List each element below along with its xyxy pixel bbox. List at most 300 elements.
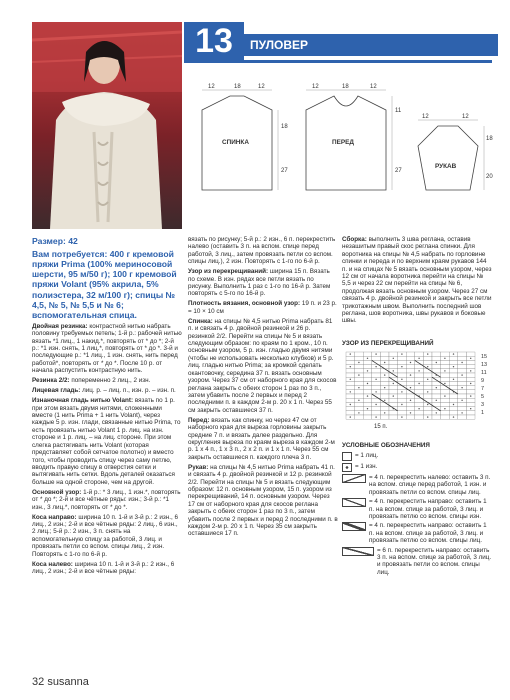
chart-cell: [466, 386, 475, 390]
chart-cell: [458, 390, 467, 394]
purl-dot: [470, 358, 471, 359]
chart-cell: [441, 377, 450, 381]
front-dim-top-3: 12: [370, 84, 377, 90]
cross-pattern-chart: [342, 350, 492, 422]
chart-cell: [432, 365, 441, 369]
chart-cell: [406, 365, 415, 369]
purl-dot: [444, 408, 445, 409]
chart-cell: [380, 377, 389, 381]
column-2: [188, 236, 338, 540]
assembly-text: выполнить 3 шва реглана, оставив незашитым правый скос реглана спинки. Для воротника на спицы № 4,5 набрать по горловине спинки и переда и по верхним краям рукавов 144 п. и на спицах № 5 вязать основным узором, через 12 см от начала воротника перейти на спицы № 5,5 и через 22 см перейти на спицы № 6, продолжая вязать основным узором. Через 27 см связать 4 р. двойной резинкой и закрыть все петли трикотажным швом. Выполнить последний шов реглана, шов воротника, швы рукавов и боковые швы.: [342, 236, 492, 325]
chart-cell: [372, 373, 381, 377]
cable-right-text: ширина 10 п. 1-й и 3-й р.: 2 изн., 6 лиц., 2 изн.; 2-й и все чётные ряды: 2 лиц., 6 изн., 2 лиц.; 5-й р.: 2 изн., 3 п. снять на вспомогательную спицу за работой, 3 лиц. и провязать петли со вспом. спицы лиц., 2 изн. Повторять с 1-го по 6-й р.: [32, 513, 179, 558]
legend-cross-right-knit: = 4 п. перекрестить направо: оставить 1 п. на вспом. спице за работой, 3 лиц. и провязать петлю со вспом. спицы лиц.: [369, 522, 487, 545]
sleeve-schematic: [418, 114, 493, 190]
purl-dot: [384, 400, 385, 401]
chart-cell: [346, 386, 355, 390]
chart-cell: [346, 411, 355, 415]
chart-cell: [432, 394, 441, 398]
purl-dot: [375, 404, 376, 405]
purl-dot: [453, 379, 454, 380]
chart-cell: [363, 386, 372, 390]
cable-left-text: ширина 10 п. 1-й и 3-й р.: 2 изн., 6 лиц., 2 изн.; 2-й и все чётные ряды:: [32, 560, 175, 575]
chart-cell: [355, 381, 364, 385]
purl-dot: [350, 416, 351, 417]
chart-cell: [466, 415, 475, 419]
chart-cell: [441, 360, 450, 364]
knit-symbol-icon: [342, 452, 352, 461]
row-number-3: 3: [481, 402, 485, 408]
chart-cell: [406, 352, 415, 356]
front-dim-top-1: 12: [312, 84, 319, 90]
purl-dot: [384, 362, 385, 363]
chart-cell: [389, 352, 398, 356]
purl-dot: [367, 358, 368, 359]
legend: [342, 452, 492, 578]
front-title: Перед:: [188, 416, 210, 424]
pattern-number: 13: [184, 22, 244, 60]
sleeve-label: РУКАВ: [435, 163, 457, 170]
header-rule: [184, 60, 492, 63]
chart-cell: [466, 398, 475, 402]
chart-cell: [441, 398, 450, 402]
legend-item: [342, 452, 492, 461]
row-number-11: 11: [481, 370, 487, 376]
stockinette-text: лиц. р. – лиц. п., изн. р. – изн. п.: [82, 387, 176, 395]
purl-dot: [410, 387, 411, 388]
chart-cell: [363, 390, 372, 394]
purl-dot: [444, 383, 445, 384]
materials-text: Вам потребуется: 400 г кремовой пряжи Prima (100% мериносовой шерсти, 95 м/50 г); 100 г кремовой пряжи Volant (95% акрила, 5% полиэстера, 32 м/100 г); спицы № 4,5, № 5, № 5,5 и № 6; вспомогательная спица.: [32, 248, 177, 321]
sleeve-text: на спицы № 4,5 нитью Prima набрать 41 п. и связать 4 р. двойной резинкой и 12 р. резинкой 2/2. Перейти на спицы № 5 и вязать следующим образом: 12 п. основным узором, 15 п. узором из перекрещиваний, 14 п. основным узором. Через 17 см от наборного края для скосов реглана закрыть с обеих сторон 1 раз по 3 п., затем убавить после 2 первых и перед 2 последними п. в каждом 2-м р. 20 х 1 п. Через 35 см закрыть оставшиеся 17 п.: [188, 463, 338, 538]
purl-dot: [350, 379, 351, 380]
column-1: [32, 236, 182, 578]
purl-dot: [367, 395, 368, 396]
assembly-title: Сборка:: [342, 236, 367, 243]
chart-cell: [449, 398, 458, 402]
chart-cell: [415, 377, 424, 381]
stockinette-title: Лицевая гладь:: [32, 387, 81, 395]
chart-cell: [363, 373, 372, 377]
chart-cell: [380, 415, 389, 419]
chart-title: УЗОР ИЗ ПЕРЕКРЕЩИВАНИЙ: [342, 340, 434, 347]
purl-dot: [461, 387, 462, 388]
chart-cell: [423, 386, 432, 390]
chart-cell: [372, 386, 381, 390]
chart-cell: [372, 381, 381, 385]
chart-cell: [406, 356, 415, 360]
cable-6-symbol-icon: [342, 547, 374, 556]
rib-22-title: Резинка 2/2:: [32, 377, 70, 385]
sleeve-dim-top-2: 12: [462, 114, 469, 120]
chart-cell: [389, 411, 398, 415]
purl-dot: [350, 353, 351, 354]
purl-dot: [461, 400, 462, 401]
legend-cross-right-purl: = 4 п. перекрестить направо: оставить 1 п. на вспом. спице за работой, 3 лиц. и провязать петлю со вспом. спицы изн.: [369, 498, 487, 521]
chart-cell: [380, 381, 389, 385]
sleeve-dim-side-2: 20: [486, 174, 493, 180]
purl-dot: [436, 362, 437, 363]
chart-cell: [458, 377, 467, 381]
chart-cell: [415, 373, 424, 377]
purl-dot: [427, 391, 428, 392]
chart-cell: [441, 411, 450, 415]
main-pattern-text: 1-й р.: * 3 лиц., 1 изн.*, повторять от * до *; 2-й и все чётные ряды: изн.; 3-й р.: *1 изн., 3 лиц.*, повторять от * до *.: [32, 488, 181, 511]
chart-cell: [466, 352, 475, 356]
purl-dot: [427, 353, 428, 354]
purl-symbol-icon: [342, 463, 352, 472]
cross-pattern-title: Узор из перекрещиваний:: [188, 268, 269, 276]
purl-dot: [453, 416, 454, 417]
chart-cell: [363, 352, 372, 356]
front-dim-side-2: 27: [395, 168, 402, 174]
front-text: вязать как спинку, но через 47 см от наборного края для выреза горловины закрыть средние 7 п. и вязать далее раздельно. Для округления выреза по краям выреза в каждом 2-м р. 1 х 4 п., 1 х 3 п., 2 х 2 п. и 1 х 1 п. Через 55 см закрыть оставшиеся п. каждого плеча 3 п.: [188, 416, 335, 461]
brand-name: susanna: [47, 676, 89, 688]
chart-cell: [363, 415, 372, 419]
chart-cell: [441, 415, 450, 419]
page-footer: [32, 676, 89, 688]
chart-cell: [466, 377, 475, 381]
purl-dot: [418, 383, 419, 384]
legend-item: [342, 463, 492, 472]
chart-cell: [398, 411, 407, 415]
chart-cell: [432, 356, 441, 360]
purl-dot: [358, 400, 359, 401]
chart-cell: [380, 407, 389, 411]
chart-cell: [449, 407, 458, 411]
legend-knit: = 1 лиц.: [355, 452, 379, 459]
purl-dot: [384, 412, 385, 413]
pattern-title: ПУЛОВЕР: [244, 34, 498, 56]
gauge-text: 19 п. и 23 р. = 10 × 10 см: [188, 300, 337, 315]
chart-cell: [423, 356, 432, 360]
back-schematic: [202, 84, 288, 190]
chart-cell: [415, 352, 424, 356]
chart-cell: [449, 373, 458, 377]
purl-dot: [418, 408, 419, 409]
purl-dot: [350, 391, 351, 392]
chart-cell: [380, 390, 389, 394]
purl-dot: [401, 404, 402, 405]
chart-cell: [441, 373, 450, 377]
chart-cell: [346, 360, 355, 364]
purl-dot: [401, 366, 402, 367]
row-number-1: 1: [481, 410, 485, 416]
chart-cell: [415, 386, 424, 390]
chart-cell: [449, 394, 458, 398]
cross-right-knit-symbol-icon: [342, 522, 366, 531]
chart-cell: [355, 352, 364, 356]
chart-cell: [363, 377, 372, 381]
chart-cell: [398, 394, 407, 398]
model-photo: [32, 22, 182, 229]
size-heading: Размер: 42: [32, 236, 78, 246]
purl-dot: [358, 387, 359, 388]
front-schematic: [306, 84, 402, 190]
chart-cell: [380, 356, 389, 360]
chart-cell: [380, 394, 389, 398]
chart-cell: [398, 369, 407, 373]
purl-dot: [427, 416, 428, 417]
row-number-7: 7: [481, 386, 485, 392]
purl-dot: [444, 358, 445, 359]
purl-dot: [350, 366, 351, 367]
row-number-15: 15: [481, 354, 488, 360]
chart-cell: [415, 402, 424, 406]
chart-cell: [363, 411, 372, 415]
chart-cell: [372, 411, 381, 415]
chart-cell: [458, 381, 467, 385]
chart-cell: [355, 394, 364, 398]
chart-cell: [415, 390, 424, 394]
purl-dot: [358, 374, 359, 375]
front-label: ПЕРЕД: [332, 139, 354, 146]
purl-dot: [453, 353, 454, 354]
chart-cell: [423, 381, 432, 385]
purl-dot: [358, 412, 359, 413]
chart-cell: [355, 402, 364, 406]
page-number: 32: [32, 676, 45, 688]
row-number-13: 13: [481, 362, 488, 368]
purl-dot: [444, 395, 445, 396]
purl-dot: [410, 362, 411, 363]
purl-dot: [350, 404, 351, 405]
chart-cell: [466, 360, 475, 364]
column-3: [342, 236, 492, 327]
chart-cell: [355, 390, 364, 394]
legend-cross-left: = 4 п. перекрестить налево: оставить 3 п. на вспом. спице перед работой, 1 изн. и провязать петли со вспом. спицы лиц.: [369, 474, 491, 496]
chart-cell: [398, 360, 407, 364]
back-label: СПИНКА: [222, 139, 249, 146]
purl-dot: [461, 412, 462, 413]
purl-dot: [436, 387, 437, 388]
chart-cell: [406, 407, 415, 411]
chart-cell: [372, 356, 381, 360]
purl-dot: [375, 366, 376, 367]
chart-cell: [458, 365, 467, 369]
chart-cell: [363, 360, 372, 364]
chart-cell: [406, 381, 415, 385]
purl-dot: [418, 370, 419, 371]
chart-cell: [432, 415, 441, 419]
chart-cell: [406, 402, 415, 406]
chart-cell: [466, 402, 475, 406]
chart-cell: [449, 411, 458, 415]
purl-dot: [375, 353, 376, 354]
purl-dot: [470, 395, 471, 396]
purl-dot: [375, 416, 376, 417]
purl-dot: [410, 412, 411, 413]
chart-cell: [389, 398, 398, 402]
garment-schematics: [186, 82, 492, 222]
main-pattern-title: Основной узор:: [32, 488, 82, 496]
chart-cell: [355, 356, 364, 360]
purl-dot: [393, 383, 394, 384]
cross-left-symbol-icon: [342, 474, 366, 483]
chart-cell: [449, 356, 458, 360]
chart-cell: [458, 356, 467, 360]
chart-cell: [389, 365, 398, 369]
chart-cell: [441, 390, 450, 394]
chart-cell: [458, 402, 467, 406]
chart-cell: [346, 398, 355, 402]
purl-dot: [384, 387, 385, 388]
chart-cell: [363, 398, 372, 402]
chart-cell: [466, 411, 475, 415]
chart-cell: [432, 352, 441, 356]
chart-cell: [398, 373, 407, 377]
purl-dot: [393, 395, 394, 396]
legend-purl: = 1 изн.: [355, 463, 378, 470]
legend-item: [342, 498, 492, 520]
purl-dot: [470, 408, 471, 409]
back-dim-top-3: 12: [258, 84, 265, 90]
chart-cell: [466, 373, 475, 377]
legend-item: [342, 474, 492, 496]
chart-cell: [458, 369, 467, 373]
chart-cell: [449, 381, 458, 385]
chart-cell: [406, 377, 415, 381]
chart-cell: [406, 415, 415, 419]
purl-dot: [470, 370, 471, 371]
chart-cell: [389, 360, 398, 364]
purl-dot: [444, 370, 445, 371]
chart-cell: [466, 390, 475, 394]
chart-cell: [441, 402, 450, 406]
back-dim-side-2: 27: [281, 168, 288, 174]
front-dim-top-2: 18: [342, 84, 349, 90]
back-title: Спинка:: [188, 317, 213, 325]
chart-cell: [363, 365, 372, 369]
purl-dot: [358, 362, 359, 363]
purl-dot: [427, 366, 428, 367]
chart-cell: [423, 360, 432, 364]
chart-cell: [415, 411, 424, 415]
back-dim-side-1: 18: [281, 124, 288, 130]
purl-dot: [367, 370, 368, 371]
purl-dot: [401, 391, 402, 392]
chart-cell: [346, 407, 355, 411]
cross-right-purl-symbol-icon: [342, 498, 366, 507]
purl-dot: [453, 404, 454, 405]
chart-cell: [449, 360, 458, 364]
gauge-title: Плотность вязания, основной узор:: [188, 300, 301, 308]
chart-cell: [406, 394, 415, 398]
chart-cell: [380, 352, 389, 356]
purl-dot: [401, 416, 402, 417]
chart-cell: [346, 356, 355, 360]
sleeve-title: Рукав:: [188, 463, 209, 471]
back-text: на спицы № 4,5 нитью Prima набрать 81 п. и связать 4 р. двойной резинкой и 26 р. резинкой 2/2. Перейти на спицы № 5 и вязать следующим образом: по краям по 1 кром., 10 п. основным узором, 5 р. изн. гладью двумя нитями (чтобы не использовать несколько клубков) и 5 р. лиц. гладью нитью Prima; за кромкой сделать окантовочку, середина 37 п. вязать основным узором. Через 37 см от наборного края для скосов реглана закрыть с обеих сторон 1 раз по 3 п., затем убавить после 2 первых и перед 2 последними п. в каждом 2-м р. 20 х 1 п. Через 55 см закрыть оставшиеся 37 п.: [188, 317, 337, 414]
chart-cell: [432, 390, 441, 394]
purl-dot: [401, 379, 402, 380]
back-dim-top-2: 18: [234, 84, 241, 90]
chart-cell: [372, 407, 381, 411]
chart-cell: [458, 407, 467, 411]
chart-cell: [423, 407, 432, 411]
cable-left-continued: вязать по рисунку; 5-й р.: 2 изн., 6 п. перекрестить налево (оставить 3 п. на вспом. спице перед работой, 3 лиц., затем провязать петли со вспом. спицы лиц.), 2 изн. Повторять с 1-го по 6-й р.: [188, 236, 336, 266]
purl-dot: [375, 379, 376, 380]
chart-cell: [355, 365, 364, 369]
rib-22-text: попеременно 2 лиц., 2 изн.: [71, 377, 151, 385]
sleeve-dim-side-1: 18: [486, 136, 493, 142]
purl-dot: [470, 383, 471, 384]
back-dim-top-1: 12: [208, 84, 215, 90]
purl-dot: [418, 358, 419, 359]
purl-dot: [384, 374, 385, 375]
double-rib-text: контрастной нитью набрать половину требуемых петель; 1-й р.: рабочей нитью вязать *1 лиц., 1 накид.*, повторять от * до *; 2-й р.: *1 изн. снять, 1 лиц.*, повторять от * до *. 3-й и последующие р.: *1 лиц., 1 изн. снять, нить перед работой*, повторять от * до *. После 10 р. от начала распустить контрастную нить.: [32, 322, 182, 375]
chart-cell: [346, 381, 355, 385]
double-rib-title: Двойная резинка:: [32, 322, 88, 330]
chart-cell: [458, 394, 467, 398]
row-number-5: 5: [481, 394, 485, 400]
purl-dot: [410, 374, 411, 375]
chart-cell: [346, 373, 355, 377]
purl-dot: [461, 374, 462, 375]
chart-cell: [389, 386, 398, 390]
chart-cell: [346, 394, 355, 398]
chart-cell: [423, 394, 432, 398]
purl-dot: [401, 353, 402, 354]
chart-cell: [389, 415, 398, 419]
row-number-9: 9: [481, 378, 485, 384]
chart-cell: [389, 390, 398, 394]
chart-cell: [398, 356, 407, 360]
chart-cell: [458, 415, 467, 419]
purl-dot: [461, 362, 462, 363]
chart-cell: [355, 415, 364, 419]
chart-cell: [398, 407, 407, 411]
cable-left-title: Коса налево:: [32, 560, 73, 568]
chart-cell: [458, 352, 467, 356]
chart-cell: [415, 415, 424, 419]
front-dim-side-1: 11: [395, 108, 402, 114]
cable-right-title: Коса направо:: [32, 513, 77, 521]
purl-dot: [367, 408, 368, 409]
reverse-stockinette-title: Изнаночная гладь нитью Volant:: [32, 397, 134, 405]
chart-cell: [372, 369, 381, 373]
legend-cable-6: = 6 п. перекрестить направо: оставить 3 п. на вспом. спице за работой, 3 лиц. и провязать петли со вспом. спицы лиц.: [377, 546, 492, 576]
chart-cell: [355, 407, 364, 411]
sleeve-dim-top-1: 12: [422, 114, 429, 120]
purl-dot: [393, 358, 394, 359]
purl-dot: [375, 391, 376, 392]
reverse-stockinette-text: вязать по 1 р. при этом вязать двумя нитями, сложенными вместе (1 нить Prima + 1 нить Volant), через каждые 5 р. изн. глади, связанные нитью Prima, то есть провязать нитью Volant 1 р. лиц. на изн. стороне и 1 р. лиц. – на лиц. стороне. При этом слегка растягивать нить Volant (которая представляет собой сетчатое полотно) и вместо того, чтобы проводить спицу через саму петлю, вводить правую спицу в отверстия сетки и вытягивать нить сетки. Вдоль деталей оказаться больше на одной стороне, чем на другой.: [32, 397, 181, 486]
legend-item: [342, 522, 492, 544]
purl-dot: [427, 379, 428, 380]
purl-dot: [453, 366, 454, 367]
purl-dot: [410, 400, 411, 401]
chart-width-label: 15 п.: [374, 424, 388, 430]
legend-item: [342, 547, 492, 577]
purl-dot: [436, 412, 437, 413]
purl-dot: [393, 370, 394, 371]
chart-cell: [466, 365, 475, 369]
chart-cell: [363, 402, 372, 406]
legend-title: УСЛОВНЫЕ ОБОЗНАЧЕНИЯ: [342, 442, 430, 449]
chart-cell: [355, 369, 364, 373]
purl-dot: [427, 404, 428, 405]
chart-cell: [449, 369, 458, 373]
purl-dot: [436, 400, 437, 401]
chart-cell: [423, 411, 432, 415]
chart-cell: [398, 398, 407, 402]
chart-cell: [441, 365, 450, 369]
chart-cell: [346, 369, 355, 373]
chart-cell: [406, 369, 415, 373]
purl-dot: [367, 383, 368, 384]
chart-cell: [423, 373, 432, 377]
